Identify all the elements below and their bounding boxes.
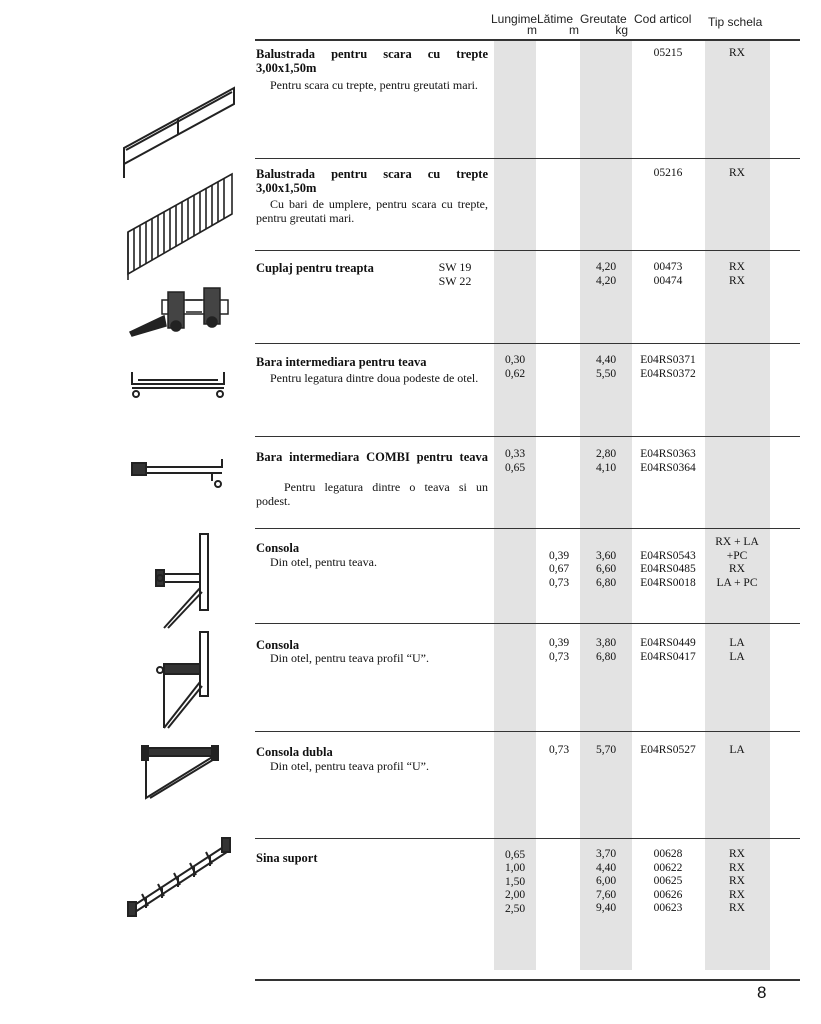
item-lungime: 0,33 0,65 <box>504 448 526 474</box>
header-lungime <box>491 14 537 36</box>
combi-bar-icon <box>128 455 230 491</box>
header-cod <box>634 14 691 25</box>
header-greutate-label: Greutate <box>580 12 627 26</box>
item-cod: 05216 <box>653 167 683 179</box>
stair-railing-filled-icon <box>122 170 238 282</box>
header-cod-label: Cod articol <box>634 12 692 26</box>
support-rail-icon <box>126 836 234 920</box>
double-console-icon <box>140 744 220 802</box>
page-number: 8 <box>757 983 767 1002</box>
item-description <box>256 481 488 508</box>
item-title: Consola <box>256 541 300 555</box>
rule-2 <box>255 250 800 251</box>
rule-4 <box>255 436 800 437</box>
header-greutate <box>580 14 628 36</box>
header-lungime-label: Lungime <box>491 12 538 26</box>
item-tip: LA LA <box>729 637 745 663</box>
item-greutate: 2,80 4,10 <box>595 448 617 474</box>
item-description <box>256 79 488 93</box>
item-greutate: 4,40 5,50 <box>595 354 617 380</box>
item-description <box>256 556 488 570</box>
item-description-text: Din otel, pentru teava. <box>270 555 377 569</box>
item-greutate: 5,70 <box>595 744 617 756</box>
item-greutate: 3,80 6,80 <box>595 637 617 663</box>
item-cod: E04RS0527 <box>640 744 696 756</box>
rule-3 <box>255 343 800 344</box>
item-title: Bara intermediara pentru teava <box>256 355 427 369</box>
item-sw-sizes: SW 19 SW 22 <box>438 260 472 288</box>
header-tip <box>708 17 762 28</box>
item-greutate: 4,20 4,20 <box>595 261 617 287</box>
item-description-text: Din otel, pentru teava profil “U”. <box>270 651 429 665</box>
item-description-text: Pentru legatura dintre doua podeste de otel. <box>270 371 479 385</box>
header-greutate-unit: kg <box>615 23 628 37</box>
item-cod: E04RS0543 E04RS0485 E04RS0018 <box>640 549 696 589</box>
header-latime-unit: m <box>569 23 579 37</box>
header-lungime-unit: m <box>527 23 537 37</box>
item-description-text: Pentru scara cu trepte, pentru greutati mari. <box>270 78 478 92</box>
item-title: Balustrada pentru scara cu trepte 3,00x1,50m <box>256 167 488 195</box>
item-title: Consola dubla <box>256 745 333 759</box>
header-latime <box>537 14 579 36</box>
stair-railing-icon <box>118 80 240 180</box>
item-description-text: Din otel, pentru teava profil “U”. <box>270 759 429 773</box>
item-greutate: 3,60 6,60 6,80 <box>595 549 617 589</box>
item-title: Cuplaj pentru treapta <box>256 261 374 275</box>
item-tip: RX <box>729 47 745 59</box>
item-title: Bara intermediara COMBI pentru teava <box>256 450 488 464</box>
console-bracket-icon <box>150 532 216 632</box>
item-lungime: 0,30 0,62 <box>504 354 526 380</box>
lungime-column-shade <box>494 40 536 970</box>
item-description <box>256 198 488 225</box>
rule-header <box>255 39 800 41</box>
item-tip: RX <box>729 167 745 179</box>
item-description-text: Pentru legatura dintre o teava si un podest. <box>256 480 488 508</box>
item-tip: RX RX RX RX RX <box>729 848 745 914</box>
header-latime-label: Lătime <box>537 12 574 26</box>
rule-bottom <box>255 979 800 981</box>
item-title: Balustrada pentru scara cu trepte 3,00x1,50m <box>256 47 488 75</box>
rule-5 <box>255 528 800 529</box>
item-latime: 0,73 <box>548 744 570 756</box>
item-description-text: Cu bari de umplere, pentru scara cu trepte, pentru greutati mari. <box>256 197 488 225</box>
item-tip: RX + LA +PC RX LA + PC <box>715 536 759 589</box>
step-coupler-icon <box>126 282 238 342</box>
item-lungime: 0,65 1,00 1,50 2,00 2,50 <box>504 848 526 915</box>
console-u-profile-icon <box>150 630 216 732</box>
item-cod: 00473 00474 <box>653 261 683 287</box>
item-title: Sina suport <box>256 851 318 865</box>
item-cod: E04RS0371 E04RS0372 <box>640 354 696 380</box>
item-tip: LA <box>729 744 745 756</box>
intermediate-bar-icon <box>128 366 230 402</box>
item-description <box>256 372 488 386</box>
header-tip-label: Tip schela <box>708 15 763 29</box>
item-latime: 0,39 0,73 <box>548 637 570 663</box>
item-description <box>256 760 488 774</box>
item-cod: 00628 00622 00625 00626 00623 <box>653 848 683 914</box>
item-latime: 0,39 0,67 0,73 <box>548 549 570 589</box>
item-greutate: 3,70 4,40 6,00 7,60 9,40 <box>595 848 617 914</box>
item-cod: 05215 <box>653 47 683 59</box>
item-title: Consola <box>256 638 300 652</box>
rule-6 <box>255 623 800 624</box>
greutate-column-shade <box>580 40 632 970</box>
item-tip: RX RX <box>729 261 745 287</box>
item-cod: E04RS0363 E04RS0364 <box>640 448 696 474</box>
rule-1 <box>255 158 800 159</box>
item-description <box>256 652 488 666</box>
rule-7 <box>255 731 800 732</box>
item-cod: E04RS0449 E04RS0417 <box>640 637 696 663</box>
